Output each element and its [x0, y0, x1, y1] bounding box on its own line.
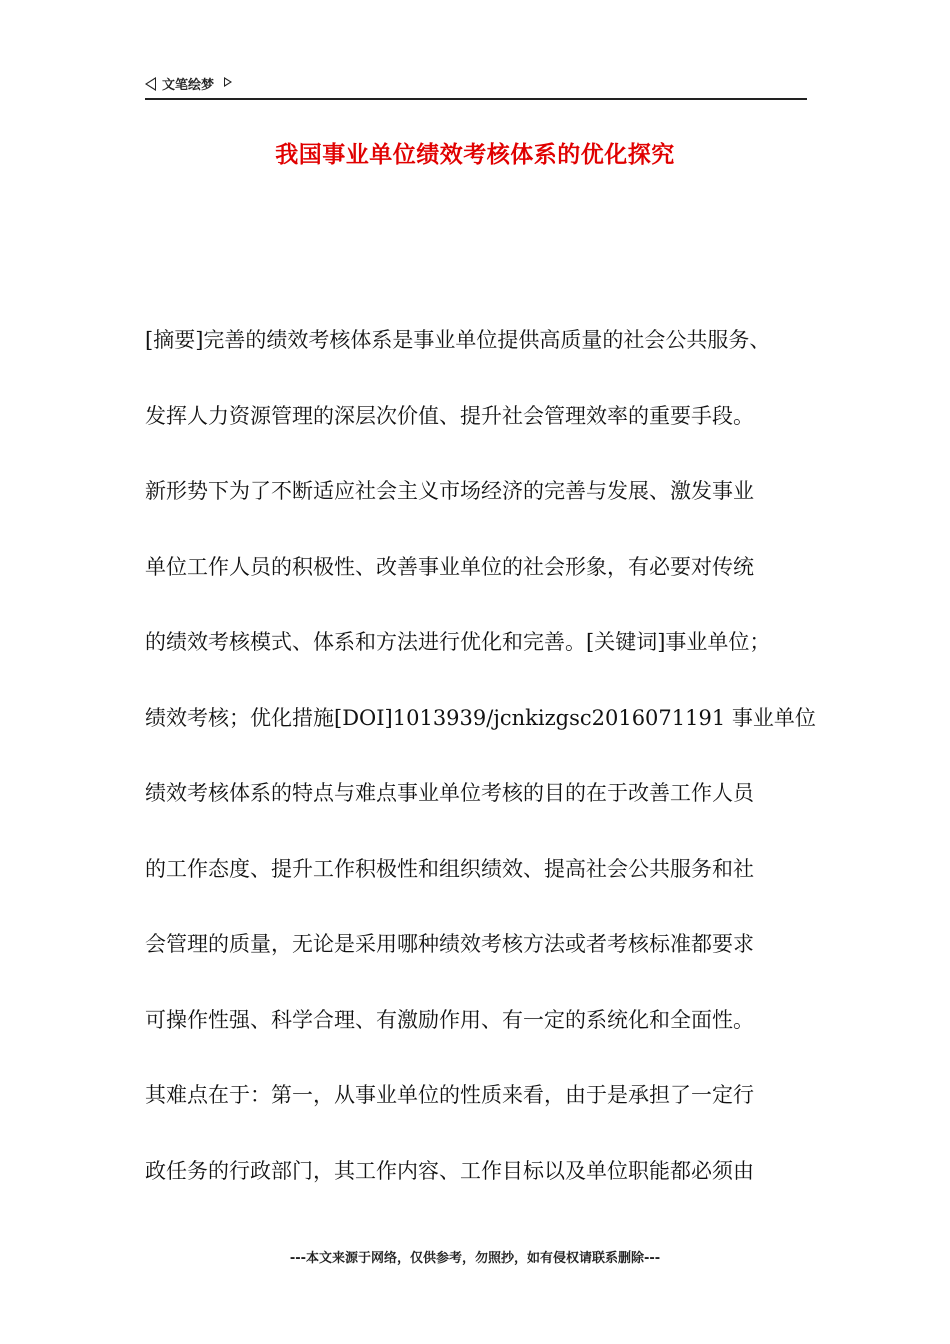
triangle-right-icon	[224, 77, 232, 87]
body-line: 其难点在于：第一，从事业单位的性质来看，由于是承担了一定行	[145, 1083, 754, 1107]
body-line: 可操作性强、科学合理、有激励作用、有一定的系统化和全面性。	[145, 1007, 754, 1032]
body-line: 新形势下为了不断适应社会主义市场经济的完善与发展、激发事业	[145, 479, 754, 503]
body-line: 会管理的质量，无论是采用哪种绩效考核方法或者考核标准都要求	[145, 932, 754, 956]
body-line: 绩效考核体系的特点与难点事业单位考核的目的在于改善工作人员	[145, 781, 754, 805]
document-title: 我国事业单位绩效考核体系的优化探究	[275, 142, 675, 168]
body-line: 单位工作人员的积极性、改善事业单位的社会形象，有必要对传统	[145, 554, 754, 579]
body-line: 政任务的行政部门，其工作内容、工作目标以及单位职能都必须由	[145, 1158, 754, 1183]
body-line: 绩效考核；优化措施[DOI]1013939/jcnkizgsc2016071191 事业单位	[145, 705, 816, 730]
brand-name: 文笔绘梦	[162, 78, 215, 93]
footer-notice: ---本文来源于网络，仅供参考，勿照抄，如有侵权请联系删除---	[289, 1251, 661, 1266]
body-line: [摘要]完善的绩效考核体系是事业单位提供高质量的社会公共服务、	[145, 328, 771, 352]
page-header	[145, 72, 807, 100]
document-body	[145, 322, 835, 1228]
body-line: 的绩效考核模式、体系和方法进行优化和完善。[关键词]事业单位；	[145, 630, 771, 654]
body-line: 发挥人力资源管理的深层次价值、提升社会管理效率的重要手段。	[145, 403, 754, 428]
brand	[145, 74, 232, 93]
triangle-left-icon	[145, 77, 156, 91]
body-line: 的工作态度、提升工作积极性和组织绩效、提高社会公共服务和社	[145, 856, 754, 881]
